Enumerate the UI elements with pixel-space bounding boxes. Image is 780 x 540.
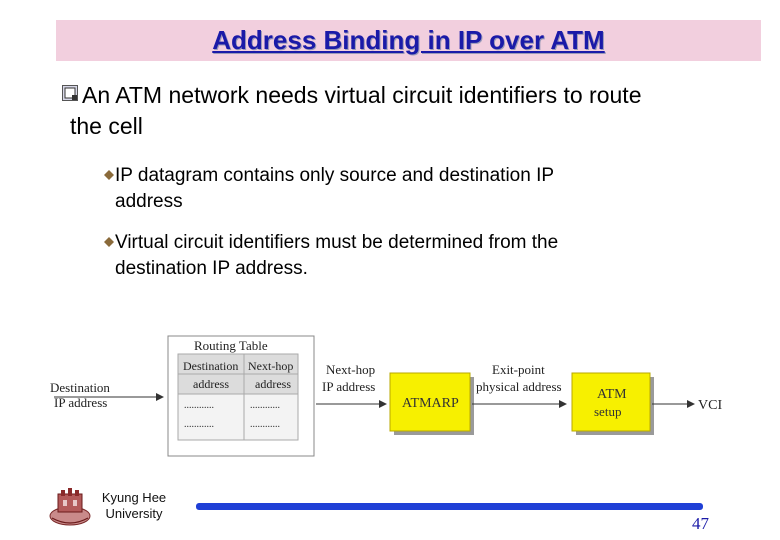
nexthop-label-line2: IP address (322, 379, 376, 394)
sub-bullet-2-line1: Virtual circuit identifiers must be determined from the (115, 232, 559, 253)
university-name (94, 490, 174, 522)
address-binding-diagram (0, 330, 780, 470)
atm-setup-line1: ATM (597, 387, 627, 402)
input-label-line2: IP address (54, 395, 108, 410)
col2-header-line1: Next-hop (248, 359, 294, 373)
university-name-line2: University (105, 506, 163, 521)
input-label-line1: Destination (50, 380, 110, 395)
exit-label-line2: physical address (476, 379, 562, 394)
footer-divider (196, 503, 703, 510)
main-bullet-line2: the cell (70, 113, 143, 139)
main-bullet-line1: An ATM network needs virtual circuit identifiers to route (82, 82, 642, 108)
nexthop-label-line1: Next-hop (326, 362, 376, 377)
exit-label-line1: Exit-point (492, 362, 545, 377)
page-number: 47 (692, 514, 709, 533)
col2-header-line2: address (255, 377, 291, 391)
atm-setup-line2: setup (594, 404, 622, 419)
atm-setup-box (572, 373, 650, 431)
sub-bullet-2-line2: destination IP address. (115, 258, 308, 279)
table-cell: ............ (250, 419, 280, 430)
diamond-bullet-icon (104, 170, 114, 180)
table-cell: ............ (250, 400, 280, 411)
title-bar (56, 20, 761, 61)
col1-header-line2: address (193, 377, 229, 391)
university-logo-icon (48, 488, 92, 528)
col1-header-line1: Destination (183, 359, 239, 373)
table-cell: ............ (184, 419, 214, 430)
vci-label: VCI (698, 398, 723, 413)
checkbox-bullet-icon (62, 85, 79, 102)
atmarp-label: ATMARP (402, 396, 459, 411)
routing-table-title: Routing Table (194, 338, 268, 353)
diamond-bullet-icon (104, 237, 114, 247)
university-name-line1: Kyung Hee (101, 490, 167, 505)
table-cell: ............ (184, 400, 214, 411)
sub-bullet-1-line1: IP datagram contains only source and destination IP (115, 165, 555, 186)
slide-title: Address Binding in IP over ATM (212, 25, 605, 55)
sub-bullet-1-line2: address (115, 191, 183, 212)
